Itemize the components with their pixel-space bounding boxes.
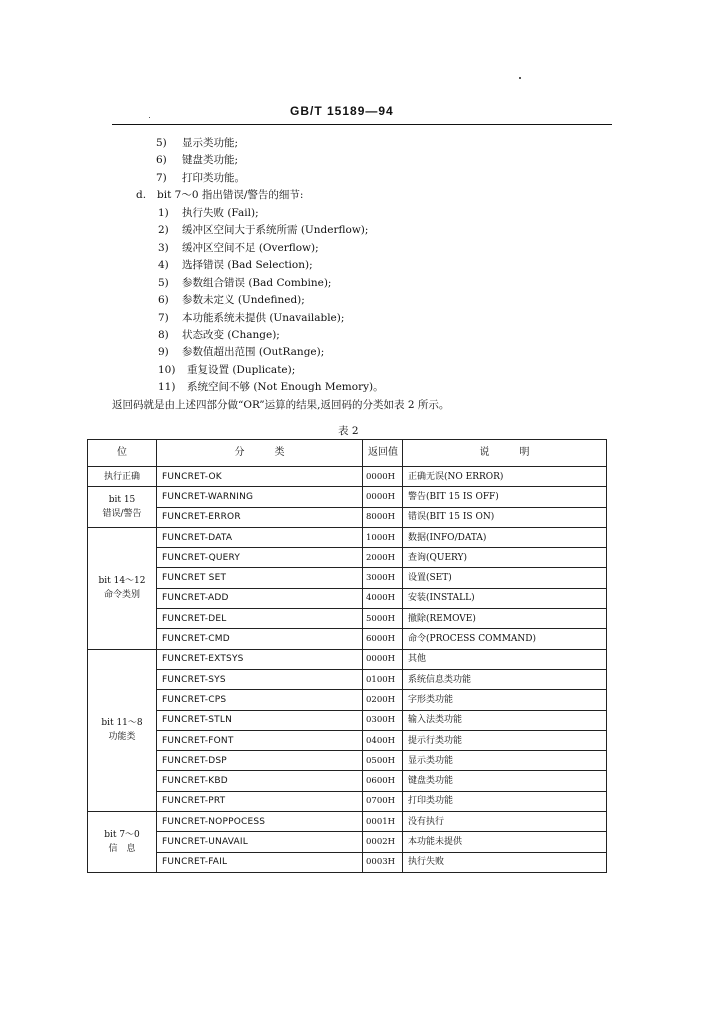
class-cell: FUNCRET-FAIL <box>157 852 363 872</box>
description-cell: 安装(INSTALL) <box>403 588 607 608</box>
table-row <box>88 487 607 507</box>
list-d-item-number: 10) <box>158 363 176 376</box>
header-rule <box>112 124 612 125</box>
group-label: 执行正确 <box>88 467 157 487</box>
class-cell: FUNCRET-NOPPOCESS <box>157 812 363 832</box>
standard-header: GB/T 15189—94 <box>290 104 394 118</box>
description-cell: 打印类功能 <box>403 791 607 811</box>
description-cell: 正确无误(NO ERROR) <box>403 467 607 487</box>
header-pos: 位 <box>88 440 157 467</box>
value-cell: 5000H <box>363 609 403 629</box>
value-cell: 0000H <box>363 487 403 507</box>
table-header-row <box>88 440 607 467</box>
list-d-item-number: 6) <box>158 294 169 307</box>
list-d-item-number: 7) <box>158 311 169 324</box>
value-cell: 0600H <box>363 771 403 791</box>
description-cell: 查询(QUERY) <box>403 548 607 568</box>
list-item-number: 5) <box>156 137 167 149</box>
list-d-item-number: 9) <box>158 346 169 359</box>
value-cell: 0200H <box>363 690 403 710</box>
table-row <box>88 568 607 588</box>
table-row <box>88 832 607 852</box>
value-cell: 0700H <box>363 791 403 811</box>
description-cell: 键盘类功能 <box>403 771 607 791</box>
class-cell: FUNCRET SET <box>157 568 363 588</box>
value-cell: 2000H <box>363 548 403 568</box>
list-item-text: 显示类功能; <box>182 137 239 149</box>
class-cell: FUNCRET-WARNING <box>157 487 363 507</box>
table-row <box>88 730 607 750</box>
class-cell: FUNCRET-UNAVAIL <box>157 832 363 852</box>
value-cell: 8000H <box>363 507 403 527</box>
return-code-table <box>87 439 607 873</box>
header-description: 说 明 <box>403 440 607 467</box>
table-row <box>88 669 607 689</box>
table-row <box>88 548 607 568</box>
section-d-number: d. <box>136 189 147 202</box>
description-cell: 显示类功能 <box>403 751 607 771</box>
class-cell: FUNCRET-PRT <box>157 791 363 811</box>
group-label: bit 11～8 功能类 <box>88 649 157 811</box>
list-d-item-number: 3) <box>158 241 169 254</box>
description-cell: 撤除(REMOVE) <box>403 609 607 629</box>
summary-text: 返回码就是由上述四部分做“OR”运算的结果,返回码的分类如表 2 所示。 <box>112 398 450 411</box>
description-cell: 输入法类功能 <box>403 710 607 730</box>
section-d-text: bit 7～0 指出错误/警告的细节: <box>157 189 304 202</box>
group-label: bit 14～12 命令类别 <box>88 527 157 649</box>
list-d-item-text: 选择错误 (Bad Selection); <box>182 259 313 272</box>
description-cell: 设置(SET) <box>403 568 607 588</box>
table-row <box>88 609 607 629</box>
table-row <box>88 467 607 487</box>
class-cell: FUNCRET-DEL <box>157 609 363 629</box>
value-cell: 3000H <box>363 568 403 588</box>
list-d-item-text: 缓冲区空间大于系统所需 (Underflow); <box>182 224 369 237</box>
value-cell: 6000H <box>363 629 403 649</box>
value-cell: 1000H <box>363 527 403 547</box>
list-d-item-text: 参数未定义 (Undefined); <box>182 294 305 307</box>
value-cell: 0500H <box>363 751 403 771</box>
list-item-number: 6) <box>156 154 167 167</box>
description-cell: 提示行类功能 <box>403 730 607 750</box>
description-cell: 执行失败 <box>403 852 607 872</box>
class-cell: FUNCRET-SYS <box>157 669 363 689</box>
class-cell: FUNCRET-CMD <box>157 629 363 649</box>
value-cell: 0003H <box>363 852 403 872</box>
class-cell: FUNCRET-DSP <box>157 751 363 771</box>
list-d-item-number: 8) <box>158 328 169 341</box>
list-d-item-number: 5) <box>158 276 169 289</box>
value-cell: 0000H <box>363 467 403 487</box>
table-row <box>88 710 607 730</box>
description-cell: 其他 <box>403 649 607 669</box>
list-d-item-text: 系统空间不够 (Not Enough Memory)。 <box>187 381 384 394</box>
table-row <box>88 527 607 547</box>
header-class: 分 类 <box>157 440 363 467</box>
table-caption: 表 2 <box>338 425 359 437</box>
list-item-number: 7) <box>156 171 167 184</box>
table-row <box>88 588 607 608</box>
list-d-item-number: 1) <box>158 206 169 219</box>
description-cell: 错误(BIT 15 IS ON) <box>403 507 607 527</box>
class-cell: FUNCRET-KBD <box>157 771 363 791</box>
value-cell: 0000H <box>363 649 403 669</box>
group-label: bit 15 错误/警告 <box>88 487 157 528</box>
list-d-item-text: 参数值超出范围 (OutRange); <box>182 346 325 359</box>
value-cell: 0100H <box>363 669 403 689</box>
class-cell: FUNCRET-EXTSYS <box>157 649 363 669</box>
list-item-text: 键盘类功能; <box>182 154 239 167</box>
description-cell: 字形类功能 <box>403 690 607 710</box>
description-cell: 命令(PROCESS COMMAND) <box>403 629 607 649</box>
list-d-item-text: 执行失败 (Fail); <box>182 206 259 219</box>
table-row <box>88 649 607 669</box>
value-cell: 0300H <box>363 710 403 730</box>
description-cell: 警告(BIT 15 IS OFF) <box>403 487 607 507</box>
list-d-item-text: 本功能系统未提供 (Unavailable); <box>182 311 345 324</box>
class-cell: FUNCRET-STLN <box>157 710 363 730</box>
class-cell: FUNCRET-DATA <box>157 527 363 547</box>
value-cell: 0002H <box>363 832 403 852</box>
list-d-item-text: 重复设置 (Duplicate); <box>187 363 296 376</box>
header-value: 返回值 <box>363 440 403 467</box>
class-cell: FUNCRET-ERROR <box>157 507 363 527</box>
class-cell: FUNCRET-QUERY <box>157 548 363 568</box>
list-d-item-number: 2) <box>158 224 169 237</box>
table-row <box>88 629 607 649</box>
description-cell: 数据(INFO/DATA) <box>403 527 607 547</box>
list-d-item-text: 缓冲区空间不足 (Overflow); <box>182 241 319 254</box>
value-cell: 0400H <box>363 730 403 750</box>
class-cell: FUNCRET-ADD <box>157 588 363 608</box>
list-d-item-number: 4) <box>158 259 169 272</box>
list-d-item-text: 参数组合错误 (Bad Combine); <box>182 276 332 289</box>
list-d-item-text: 状态改变 (Change); <box>182 328 280 341</box>
list-d-item-number: 11) <box>158 381 176 394</box>
description-cell: 系统信息类功能 <box>403 669 607 689</box>
table-row <box>88 791 607 811</box>
description-cell: 没有执行 <box>403 812 607 832</box>
class-cell: FUNCRET-FONT <box>157 730 363 750</box>
class-cell: FUNCRET-CPS <box>157 690 363 710</box>
table-row <box>88 771 607 791</box>
scan-speck <box>149 117 150 118</box>
class-cell: FUNCRET-OK <box>157 467 363 487</box>
table-row <box>88 690 607 710</box>
value-cell: 4000H <box>363 588 403 608</box>
list-item-text: 打印类功能。 <box>182 171 245 184</box>
table-row <box>88 852 607 872</box>
table-row <box>88 812 607 832</box>
table-row <box>88 507 607 527</box>
description-cell: 本功能未提供 <box>403 832 607 852</box>
group-label: bit 7～0 信 息 <box>88 812 157 873</box>
value-cell: 0001H <box>363 812 403 832</box>
table-row <box>88 751 607 771</box>
scan-speck <box>519 77 521 79</box>
